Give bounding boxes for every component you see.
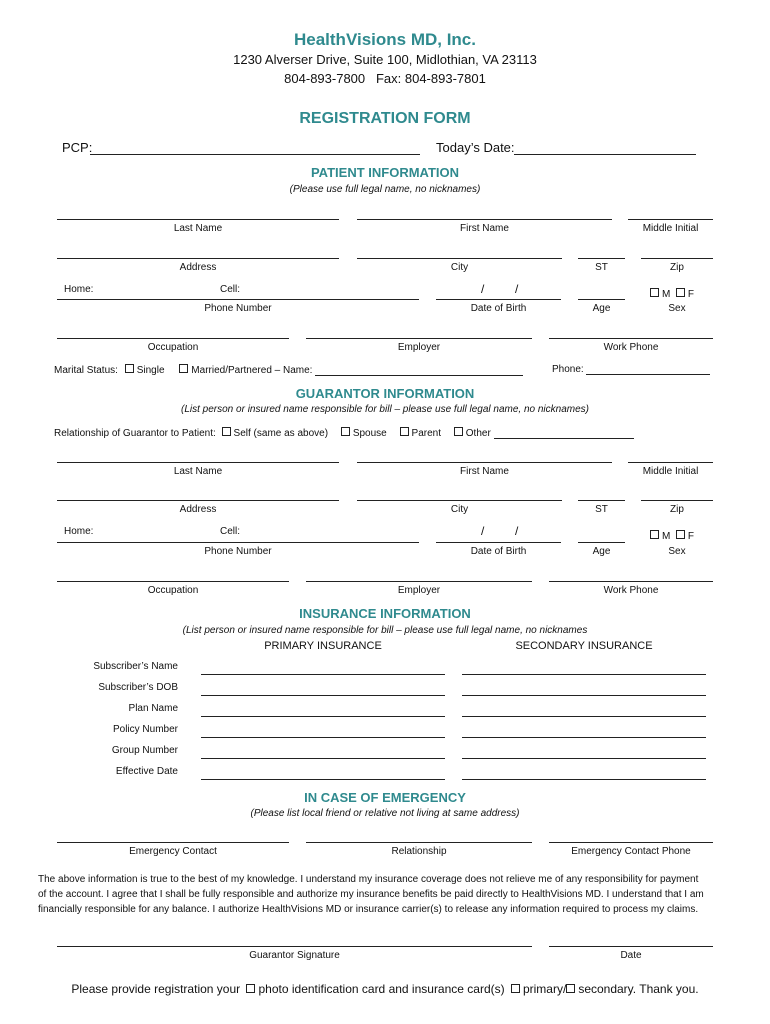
guarantor-relationship-row — [54, 427, 634, 439]
footer-part-2: photo identification card and insurance card(s) — [258, 982, 505, 996]
secondary-subscriber-dob-field[interactable] — [462, 695, 706, 696]
patient-dob-label: Date of Birth — [470, 303, 527, 314]
patient-last-name-label: Last Name — [173, 223, 223, 234]
patient-cell-label: Cell: — [220, 284, 241, 295]
insurance-section-note: (List person or insured name responsible for bill – please use full legal name, no nicknames — [182, 625, 588, 636]
footer-note — [0, 982, 770, 996]
photo-id-checkbox[interactable] — [246, 984, 255, 993]
todays-date-label: Today’s Date: — [436, 140, 515, 155]
secondary-plan-name-field[interactable] — [462, 716, 706, 717]
married-label: Married/Partnered – Name: — [191, 365, 313, 376]
emergency-relationship-field[interactable] — [306, 842, 532, 843]
patient-city-label: City — [450, 262, 469, 273]
patient-section-note: (Please use full legal name, no nicknames) — [289, 184, 481, 195]
company-phone-fax: 804-893-7800 Fax: 804-893-7801 — [284, 71, 486, 86]
guarantor-dob-slash-2: / — [515, 524, 519, 538]
patient-address-field[interactable] — [57, 258, 339, 259]
self-checkbox[interactable] — [222, 427, 231, 436]
guarantor-section-note: (List person or insured name responsible for bill – please use full legal name, no nicknames) — [181, 404, 589, 415]
patient-sex-label: Sex — [668, 303, 686, 314]
guarantor-sex-m-label: M — [662, 531, 671, 542]
patient-employer-field[interactable] — [306, 338, 532, 339]
partner-phone-row — [552, 364, 710, 375]
guarantor-phone-field[interactable] — [57, 542, 419, 543]
patient-work-phone-field[interactable] — [549, 338, 713, 339]
parent-checkbox[interactable] — [400, 427, 409, 436]
guarantor-sex-f-label: F — [687, 531, 695, 542]
guarantor-sex-label: Sex — [668, 546, 686, 557]
subscriber-dob-label: Subscriber’s DOB — [98, 682, 178, 693]
patient-age-field[interactable] — [578, 299, 625, 300]
other-label: Other — [465, 428, 491, 439]
patient-zip-field[interactable] — [641, 258, 713, 259]
patient-occupation-field[interactable] — [57, 338, 289, 339]
patient-dob-slash-2: / — [515, 282, 519, 296]
patient-last-name-field[interactable] — [57, 219, 339, 220]
primary-insurance-heading: PRIMARY INSURANCE — [264, 640, 382, 652]
patient-employer-label: Employer — [397, 342, 441, 353]
patient-st-label: ST — [595, 262, 608, 273]
secondary-insurance-heading: SECONDARY INSURANCE — [515, 640, 653, 652]
primary-policy-number-field[interactable] — [201, 737, 445, 738]
other-checkbox[interactable] — [454, 427, 463, 436]
guarantor-city-field[interactable] — [357, 500, 562, 501]
guarantor-occupation-label: Occupation — [147, 585, 199, 596]
guarantor-zip-label: Zip — [670, 504, 684, 515]
patient-st-field[interactable] — [578, 258, 625, 259]
guarantor-middle-initial-field[interactable] — [628, 462, 713, 463]
emergency-contact-field[interactable] — [57, 842, 289, 843]
spouse-label: Spouse — [352, 428, 387, 439]
patient-sex-f-checkbox[interactable] — [676, 288, 685, 297]
patient-age-label: Age — [592, 303, 611, 314]
plan-name-label: Plan Name — [128, 703, 178, 714]
partner-phone-field[interactable] — [586, 374, 710, 375]
company-name: HealthVisions MD, Inc. — [293, 30, 476, 49]
parent-label: Parent — [411, 428, 441, 439]
guarantor-signature-label: Guarantor Signature — [249, 950, 340, 961]
guarantor-home-label: Home: — [64, 526, 94, 537]
guarantor-occupation-field[interactable] — [57, 581, 289, 582]
guarantor-first-name-label: First Name — [460, 466, 509, 477]
patient-section-title: PATIENT INFORMATION — [310, 165, 460, 180]
partner-phone-label: Phone: — [552, 364, 584, 375]
footer-part-1: Please provide registration your — [71, 982, 241, 996]
guarantor-employer-field[interactable] — [306, 581, 532, 582]
guarantor-age-field[interactable] — [578, 542, 625, 543]
patient-phone-field[interactable] — [57, 299, 419, 300]
guarantor-sex-m-checkbox[interactable] — [650, 530, 659, 539]
secondary-subscriber-name-field[interactable] — [462, 674, 706, 675]
single-checkbox[interactable] — [125, 364, 134, 373]
patient-first-name-label: First Name — [460, 223, 509, 234]
guarantor-dob-field[interactable] — [436, 542, 561, 543]
guarantor-sex-options — [650, 530, 694, 542]
primary-effective-date-field[interactable] — [201, 779, 445, 780]
patient-sex-options — [650, 288, 694, 300]
disclaimer-line-2: of the account. I agree that I shall be fully responsible and authorize my insurance benefits be paid directly to HealthVisions MD. I understand that I am — [38, 889, 704, 900]
company-address: 1230 Alverser Drive, Suite 100, Midlothian, VA 23113 — [233, 52, 537, 67]
guarantor-phone-label: Phone Number — [204, 546, 272, 557]
patient-middle-initial-field[interactable] — [628, 219, 713, 220]
effective-date-label: Effective Date — [115, 766, 178, 777]
guarantor-dob-label: Date of Birth — [470, 546, 527, 557]
guarantor-last-name-label: Last Name — [173, 466, 223, 477]
guarantor-city-label: City — [450, 504, 469, 515]
guarantor-work-phone-label: Work Phone — [603, 585, 659, 596]
guarantor-age-label: Age — [592, 546, 611, 557]
guarantor-signature-field[interactable] — [57, 946, 532, 947]
primary-plan-name-field[interactable] — [201, 716, 445, 717]
emergency-relationship-label: Relationship — [391, 846, 447, 857]
subscriber-name-label: Subscriber’s Name — [93, 661, 178, 672]
patient-city-field[interactable] — [357, 258, 562, 259]
emergency-phone-label: Emergency Contact Phone — [571, 846, 691, 857]
patient-phone-label: Phone Number — [204, 303, 272, 314]
guarantor-cell-label: Cell: — [220, 526, 241, 537]
secondary-policy-number-field[interactable] — [462, 737, 706, 738]
patient-sex-m-checkbox[interactable] — [650, 288, 659, 297]
patient-occupation-label: Occupation — [147, 342, 199, 353]
guarantor-dob-slash-1: / — [481, 524, 485, 538]
secondary-card-checkbox[interactable] — [566, 984, 575, 993]
patient-address-label: Address — [179, 262, 217, 273]
guarantor-address-label: Address — [179, 504, 217, 515]
guarantor-section-title: GUARANTOR INFORMATION — [295, 386, 475, 401]
patient-zip-label: Zip — [670, 262, 684, 273]
partner-name-field[interactable] — [315, 375, 523, 376]
patient-home-label: Home: — [64, 284, 94, 295]
emergency-phone-field[interactable] — [549, 842, 713, 843]
marital-status-row — [54, 364, 523, 376]
todays-date-field[interactable] — [514, 154, 696, 155]
guarantor-address-field[interactable] — [57, 500, 339, 501]
marital-status-label: Marital Status: — [54, 365, 118, 376]
primary-group-number-field[interactable] — [201, 758, 445, 759]
guarantor-st-field[interactable] — [578, 500, 625, 501]
patient-work-phone-label: Work Phone — [603, 342, 659, 353]
patient-sex-f-label: F — [687, 289, 695, 300]
group-number-label: Group Number — [111, 745, 178, 756]
emergency-section-title: IN CASE OF EMERGENCY — [304, 790, 466, 805]
secondary-group-number-field[interactable] — [462, 758, 706, 759]
signature-date-label: Date — [620, 950, 642, 961]
primary-card-checkbox[interactable] — [511, 984, 520, 993]
guarantor-st-label: ST — [595, 504, 608, 515]
guarantor-first-name-field[interactable] — [357, 462, 612, 463]
pcp-label: PCP: — [62, 140, 93, 155]
emergency-section-note: (Please list local friend or relative not living at same address) — [250, 808, 520, 819]
patient-dob-field[interactable] — [436, 299, 561, 300]
guarantor-middle-initial-label: Middle Initial — [642, 466, 699, 477]
patient-first-name-field[interactable] — [357, 219, 612, 220]
guarantor-relationship-label: Relationship of Guarantor to Patient: — [54, 428, 216, 439]
emergency-contact-label: Emergency Contact — [129, 846, 217, 857]
guarantor-last-name-field[interactable] — [57, 462, 339, 463]
patient-middle-initial-label: Middle Initial — [642, 223, 699, 234]
insurance-section-title: INSURANCE INFORMATION — [299, 606, 471, 621]
guarantor-work-phone-field[interactable] — [549, 581, 713, 582]
patient-sex-m-label: M — [662, 289, 671, 300]
form-title: REGISTRATION FORM — [299, 110, 471, 127]
policy-number-label: Policy Number — [112, 724, 178, 735]
footer-part-3: primary/ — [522, 982, 567, 996]
guarantor-zip-field[interactable] — [641, 500, 713, 501]
footer-part-4: secondary. Thank you. — [578, 982, 699, 996]
guarantor-employer-label: Employer — [397, 585, 441, 596]
self-label: Self (same as above) — [233, 428, 329, 439]
primary-subscriber-name-field[interactable] — [201, 674, 445, 675]
disclaimer-line-1: The above information is true to the best of my knowledge. I understand my insurance coverage does not relieve me of any responsibility for payment — [38, 874, 699, 885]
guarantor-sex-f-checkbox[interactable] — [676, 530, 685, 539]
signature-date-field[interactable] — [549, 946, 713, 947]
pcp-field[interactable] — [90, 154, 420, 155]
spouse-checkbox[interactable] — [341, 427, 350, 436]
disclaimer-line-3: financially responsible for any balance. I authorize HealthVisions MD or insurance carrier(s) to release any information required to process my claims. — [38, 904, 699, 915]
single-label: Single — [136, 365, 165, 376]
patient-dob-slash-1: / — [481, 282, 485, 296]
primary-subscriber-dob-field[interactable] — [201, 695, 445, 696]
other-relationship-field[interactable] — [494, 438, 634, 439]
married-checkbox[interactable] — [179, 364, 188, 373]
secondary-effective-date-field[interactable] — [462, 779, 706, 780]
